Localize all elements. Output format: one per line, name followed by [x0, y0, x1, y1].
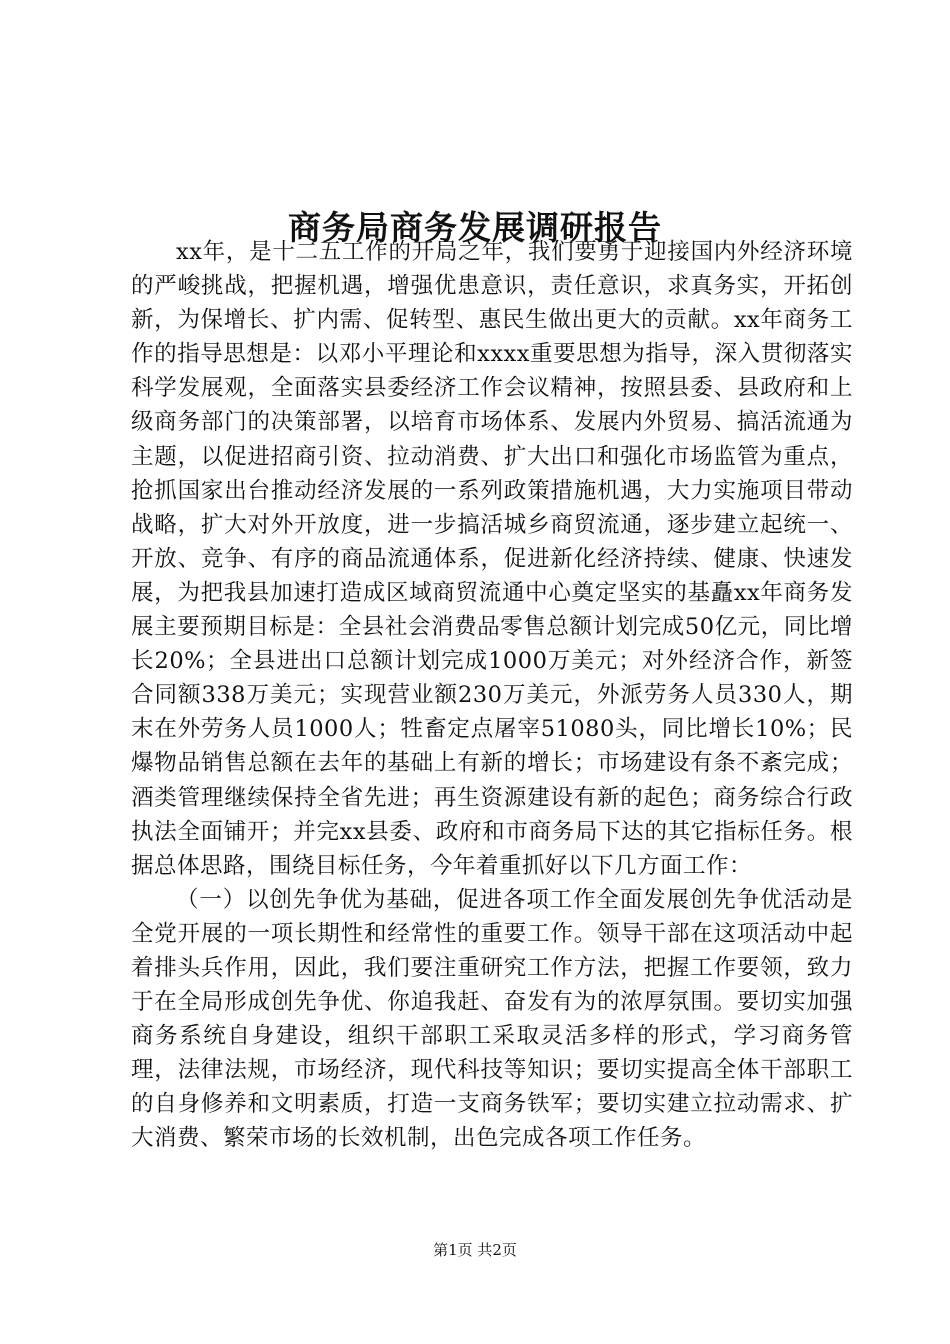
document-body — [131, 235, 853, 1156]
page-number-footer: 第1页 共2页 — [433, 1241, 517, 1259]
paragraph-intro: xx年，是十二五工作的开局之年，我们要勇于迎接国内外经济环境的严峻挑战，把握机遇，增强优患意识，责任意识，求真务实，开拓创新，为保增长、扩内需、促转型、惠民生做出更大的贡献。xx年商务工作的指导思想是：以邓小平理论和xxxx重要思想为指导，深入贯彻落实科学发展观，全面落实县委经济工作会议精神，按照县委、县政府和上级商务部门的决策部署，以培育市场体系、发展内外贸易、搞活流通为主题，以促进招商引资、拉动消费、扩大出口和强化市场监管为重点，抢抓国家出台推动经济发展的一系列政策措施机遇，大力实施项目带动战略，扩大对外开放度，进一步搞活城乡商贸流通，逐步建立起统一、开放、竞争、有序的商品流通体系，促进新化经济持续、健康、快速发展，为把我县加速打造成区域商贸流通中心奠定坚实的基矗xx年商务发展主要预期目标是：全县社会消费品零售总额计划完成50亿元，同比增长20%；全县进出口总额计划完成1000万美元；对外经济合作，新签合同额338万美元；实现营业额230万美元，外派劳务人员330人，期末在外劳务人员1000人；牲畜定点屠宰51080头，同比增长10%；民爆物品销售总额在去年的基础上有新的增长；市场建设有条不紊完成；酒类管理继续保持全省先进；再生资源建设有新的起色；商务综合行政执法全面铺开；并完xx县委、政府和市商务局下达的其它指标任务。根据总体思路，围绕目标任务，今年着重抓好以下几方面工作： — [131, 239, 853, 879]
document-title: 商务局商务发展调研报告 — [288, 208, 662, 248]
paragraph-section-1: （一）以创先争优为基础，促进各项工作全面发展创先争优活动是全党开展的一项长期性和经常性的重要工作。领导干部在这项活动中起着排头兵作用，因此，我们要注重研究工作方法，把握工作要领，致力于在全局形成创先争优、你追我赶、奋发有为的浓厚氛围。要切实加强商务系统自身建设，组织干部职工采取灵活多样的形式，学习商务管理，法律法规，市场经济，现代科技等知识；要切实提高全体干部职工的自身修养和文明素质，打造一支商务铁军；要切实建立拉动需求、扩大消费、繁荣市场的长效机制，出色完成各项工作任务。 — [131, 886, 853, 1152]
